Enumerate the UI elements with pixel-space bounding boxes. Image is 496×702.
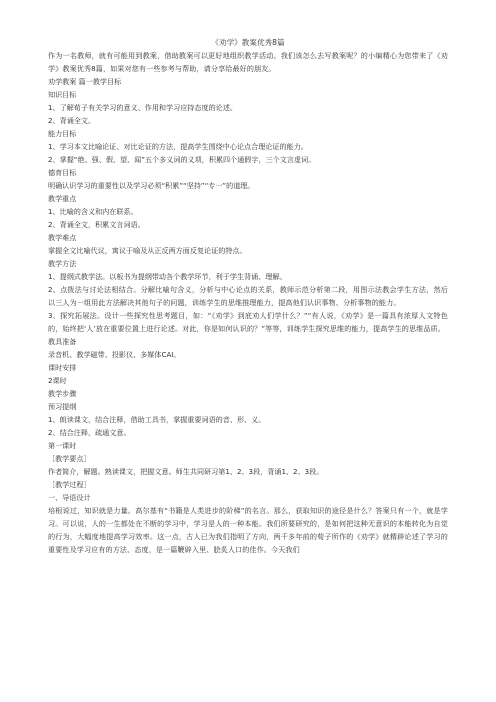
text-line: 2、掌握“绝、强、假、望、闻”五个多义词的义项，积累四个通假字，三个文言虚词。 [48,155,316,164]
intro-paragraph: 作为一名教师，就有可能用到教案，借助教案可以更好地组织教学活动。我们该怎么去写教案呢？的小编精心为您带来了《劝学》教案优秀8篇，如果对您有一些参考与帮助，请分享给最好的朋友。 [48,51,448,73]
document-title: 《劝学》教案优秀8篇 [211,38,285,47]
text-line: 劝学教案 篇一教学目标 [48,77,122,86]
text-line: 1、了解荀子有关学习的意义、作用和学习应持态度的论述。 [48,103,237,112]
text-line: 2课时 [48,376,67,385]
text-line: 1、比喻的含义和内在联系。 [48,207,138,216]
text-line: 录音机、教学磁带、投影仪、多媒体CAI。 [48,350,181,359]
text-line: ［教学要点］ [48,454,91,463]
text-line: 教具准备 [48,337,77,346]
text-line: 掌握全文比喻代议，寓议于喻及从正反两方面反复论证的特点。 [48,246,247,255]
text-line: 2、结合注释，疏通文意。 [48,428,131,437]
text-line: 1、提纲式教学法。以板书为提纲带动各个教学环节，利于学生背诵、理解。 [48,272,287,281]
text-line: 教学难点 [48,233,77,242]
text-line: 课时安排 [48,363,77,372]
text-line: 第一课时 [48,441,77,450]
text-line: 教学步骤 [48,389,77,398]
text-line: 教学重点 [48,194,77,203]
text-line: ［教学过程］ [48,480,91,489]
text-line: 预习提纲 [48,402,77,411]
document-page [48,36,448,556]
text-line: 一、导语设计 [48,493,91,502]
text-line: 能力目标 [48,129,77,138]
text-line: 1、学习本文比喻论证、对比论证的方法，提高学生围绕中心论点合理论证的能力。 [48,142,308,151]
text-line: 知识目标 [48,90,77,99]
text-line: 1、朗读课文，结合注释，借助工具书，掌握重要词语的音、形、义。 [48,415,266,424]
intro-lesson-paragraph: 培根说过，知识就是力量。高尔基有“书籍是人类进步的阶梯”的名言。那么，获取知识的途径是什么？答案只有一个，就是学习。可以说，人的一生都处在不断的学习中，学习是人的一种本能。我们所要研究的，是如何把这种无意识的本能转化为自觉的行为，大幅度地提高学习效率。这一点，古人已为我们指明了方向，两千多年前的荀子所作的《劝学》就精辟论述了学习的重要性及学习应有的方法、态度，是一篇鞭辟入里、脍炙人口的佳作。今天我们 [48,506,448,554]
method-paragraph-2: 2、点拨法与讨论法相结合。分解比喻句含义，分析与中心论点的关系，教师示范分析第二段，用图示法教会学生方法，然后以三人为一组用此方法解决其他句子的问题，训练学生的思维推理能力，提高他们认识事物、分析事物的能力。 [48,285,448,307]
text-line: 2、背诵全文，积累文言词语。 [48,220,145,229]
text-line: 教学方法 [48,259,77,268]
text-line: 作者简介，解题。熟读课文，把握文意。师生共同研习第1、2、3段，背诵1、2、3段。 [48,467,324,476]
text-line: 明确认识学习的重要性以及学习必须“积累”“坚持”“专一”的道理。 [48,181,255,190]
method-paragraph-3: 3、探究拓展法。设计一些探究性思考题目，如：“《劝学》到底劝人们学什么？”“有人说，《劝学》是一篇具有浓厚人文特色的，始终把‘人’放在重要位置上进行论述。对此，你是如何认识的？”等等，训练学生探究思维的能力，提高学生的思维品质。 [48,311,448,333]
text-line: 2、背诵全文。 [48,116,96,125]
text-line: 德育目标 [48,168,77,177]
